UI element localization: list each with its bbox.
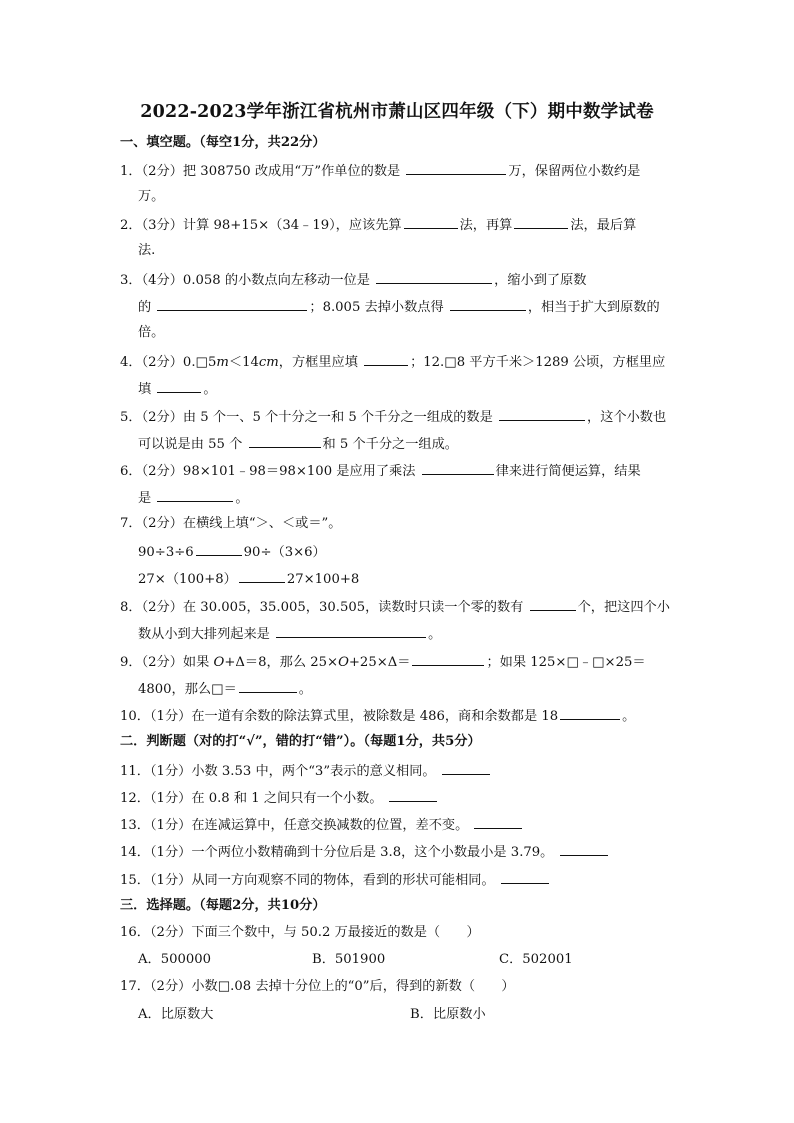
q3-cont xyxy=(138,296,724,318)
q4-text-a: 4．（2分）0.□5 xyxy=(120,355,217,370)
q3-text-d: ；8.005 去掉小数点得 xyxy=(309,300,444,315)
q10-text-b: 。 xyxy=(622,709,636,724)
answer-blank[interactable] xyxy=(276,623,426,638)
q6-text-d: 。 xyxy=(235,491,249,506)
answer-blank[interactable] xyxy=(239,568,285,583)
question-15 xyxy=(120,869,724,891)
question-17: 17．（2分）小数□.08 去掉十分位上的“0”后，得到的新数（ ） xyxy=(120,979,515,994)
answer-blank[interactable] xyxy=(442,760,490,775)
question-8 xyxy=(120,596,724,618)
section-choice: 三．选择题。（每题2分，共10分） xyxy=(120,898,326,913)
q4-text-b: ＜14 xyxy=(228,355,259,370)
q8-text-b: 个，把这四个小 xyxy=(577,600,670,615)
q8-text-c: 数从小到大排列起来是 xyxy=(138,627,270,642)
q5-text-b: ，这个小数也 xyxy=(587,410,667,425)
q1-text-a: 1．（2分）把 308750 改成用“万”作单位的数是 xyxy=(120,164,401,179)
q4-unit-m: m xyxy=(216,355,229,370)
q13-text: 13．（1分）在连减运算中，任意交换减数的位置，差不变。 xyxy=(120,818,469,833)
q6-cont xyxy=(138,487,724,509)
q8-text-a: 8．（2分）在 30.005，35.005，30.505，读数时只读一个零的数有 xyxy=(120,600,524,615)
answer-blank[interactable] xyxy=(501,869,549,884)
q5-cont xyxy=(138,433,724,455)
question-16: 16．（2分）下面三个数中，与 50.2 万最接近的数是（ ） xyxy=(120,925,480,940)
q7-compare-2 xyxy=(138,568,724,590)
q14-text: 14．（1分）一个两位小数精确到十分位后是 3.8，这个小数最小是 3.79。 xyxy=(120,845,554,860)
q4-text-e: 填 xyxy=(138,382,152,397)
question-2 xyxy=(120,214,724,236)
q10-text-a: 10．（1分）在一道有余数的除法算式里，被除数是 486，商和余数都是 18 xyxy=(120,709,559,724)
q11-text: 11．（1分）小数 3.53 中，两个“3”表示的意义相同。 xyxy=(120,764,436,779)
q9-text-a: 9．（2分）如果 xyxy=(120,655,214,670)
answer-blank[interactable] xyxy=(157,487,233,502)
q5-text-a: 5．（2分）由 5 个一、5 个十分之一和 5 个千分之一组成的数是 xyxy=(120,410,493,425)
q9-text-a2: +Δ＝8，那么 25× xyxy=(224,655,339,670)
q5-text-c: 可以说是由 55 个 xyxy=(138,437,243,452)
answer-blank[interactable] xyxy=(560,841,608,856)
answer-blank[interactable] xyxy=(422,460,494,475)
q4-unit-cm: cm xyxy=(258,355,279,370)
q8-text-d: 。 xyxy=(428,627,442,642)
q7-compare-1 xyxy=(138,541,724,563)
question-14 xyxy=(120,841,724,863)
answer-blank[interactable] xyxy=(239,678,297,693)
section-fill-in: 一、填空题。（每空1分，共22分） xyxy=(120,135,326,150)
q12-text: 12．（1分）在 0.8 和 1 之间只有一个小数。 xyxy=(120,791,383,806)
q2-text-b: 法，再算 xyxy=(459,218,513,233)
q9-text-b: ；如果 125×□﹣□×25＝ xyxy=(486,655,646,670)
q4-cont xyxy=(138,378,724,400)
answer-blank[interactable] xyxy=(389,787,437,802)
q9-cont xyxy=(138,678,724,700)
q6-text-b: 律来进行简便运算，结果 xyxy=(495,464,641,479)
section-true-false: 二．判断题（对的打“√”，错的打“错”）。（每题1分，共5分） xyxy=(120,734,481,749)
answer-blank[interactable] xyxy=(364,351,408,366)
q7-left-2: 27×（100+8） xyxy=(138,572,237,587)
answer-blank[interactable] xyxy=(499,406,585,421)
question-3 xyxy=(120,269,724,291)
question-9 xyxy=(120,651,724,673)
q4-text-c: ，方框里应填 xyxy=(278,355,358,370)
q7-right-2: 27×100+8 xyxy=(286,572,360,587)
q1-text-b: 万，保留两位小数约是 xyxy=(508,164,641,179)
q9-text-a3: +25×Δ＝ xyxy=(348,655,411,670)
q9-text-d: 。 xyxy=(298,682,312,697)
question-4 xyxy=(120,351,724,373)
answer-blank[interactable] xyxy=(530,596,576,611)
answer-blank[interactable] xyxy=(474,814,522,829)
q9-text-c: 4800，那么□＝ xyxy=(138,682,237,697)
question-12 xyxy=(120,787,724,809)
q9-symbol-o2: O xyxy=(338,655,349,670)
q7-right-1: 90÷（3×6） xyxy=(243,545,326,560)
answer-blank[interactable] xyxy=(196,541,242,556)
q15-text: 15．（1分）从同一方向观察不同的物体，看到的形状可能相同。 xyxy=(120,873,495,888)
answer-blank[interactable] xyxy=(406,160,506,175)
answer-blank[interactable] xyxy=(249,433,321,448)
answer-blank[interactable] xyxy=(376,269,492,284)
q3-text-e: ，相当于扩大到原数的 xyxy=(527,300,660,315)
answer-blank[interactable] xyxy=(157,378,201,393)
question-11 xyxy=(120,760,724,782)
q2-cont: 法. xyxy=(138,243,156,258)
page-title: 2022-2023学年浙江省杭州市萧山区四年级（下）期中数学试卷 xyxy=(140,102,654,122)
q16-option-b[interactable]: B．501900 xyxy=(312,952,386,967)
q3-text-c: 的 xyxy=(138,300,152,315)
q9-symbol-o: O xyxy=(213,655,225,670)
question-1 xyxy=(120,160,724,182)
q4-text-f: 。 xyxy=(203,382,217,397)
answer-blank[interactable] xyxy=(404,214,458,229)
q6-text-a: 6．（2分）98×101﹣98＝98×100 是应用了乘法 xyxy=(120,464,416,479)
q7-left-1: 90÷3÷6 xyxy=(138,545,194,560)
answer-blank[interactable] xyxy=(412,651,484,666)
question-5 xyxy=(120,406,724,428)
q8-cont xyxy=(138,623,724,645)
q4-text-d: ；12.□8 平方千米＞1289 公顷，方框里应 xyxy=(410,355,666,370)
q3-text-b: ，缩小到了原数 xyxy=(494,273,587,288)
q3-text-a: 3．（4分）0.058 的小数点向左移动一位是 xyxy=(120,273,370,288)
answer-blank[interactable] xyxy=(450,296,526,311)
question-7: 7．（2分）在横线上填“＞、＜或＝”。 xyxy=(120,516,342,531)
question-6 xyxy=(120,460,724,482)
answer-blank[interactable] xyxy=(514,214,568,229)
question-13 xyxy=(120,814,724,836)
q1-cont: 万。 xyxy=(138,189,165,204)
q2-text-c: 法，最后算 xyxy=(570,218,637,233)
question-10 xyxy=(120,705,724,727)
q5-text-d: 和 5 个千分之一组成。 xyxy=(322,437,458,452)
answer-blank[interactable] xyxy=(157,296,307,311)
q17-option-a[interactable]: A．比原数大 xyxy=(138,1007,214,1022)
q6-text-c: 是 xyxy=(138,491,152,506)
q17-option-b[interactable]: B．比原数小 xyxy=(410,1007,486,1022)
q3-cont2: 倍。 xyxy=(138,325,165,340)
answer-blank[interactable] xyxy=(560,705,620,720)
q2-text-a: 2．（3分）计算 98+15×（34﹣19），应该先算 xyxy=(120,218,402,233)
q16-option-a[interactable]: A．500000 xyxy=(138,952,212,967)
q16-option-c[interactable]: C．502001 xyxy=(499,952,573,967)
